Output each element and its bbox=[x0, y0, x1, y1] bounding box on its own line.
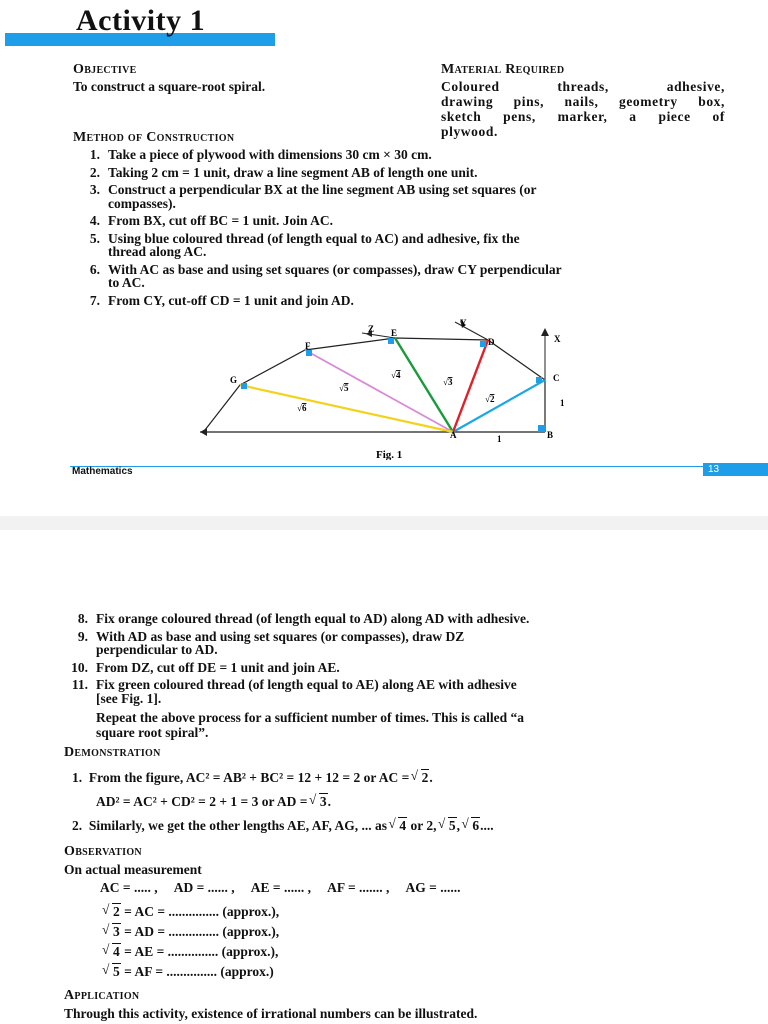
label-y: Y bbox=[460, 318, 467, 328]
demonstration-1: 1. From the figure, AC² = AB² + BC² = 12 + 12 = 2 or AC = √ 2. bbox=[72, 770, 433, 785]
material-line: plywood. bbox=[441, 124, 498, 139]
observation-intro: On actual measurement bbox=[64, 862, 202, 877]
approx-row: √ 3 = AD = ............... (approx.), bbox=[104, 924, 279, 940]
square-root-spiral-figure bbox=[0, 310, 768, 460]
page-separator bbox=[0, 516, 768, 530]
label-z: Z bbox=[368, 324, 375, 334]
method-step: 4. From BX, cut off BC = 1 unit. Join AC. bbox=[89, 213, 333, 228]
label-g: G bbox=[230, 375, 238, 385]
spiral-outline bbox=[205, 338, 545, 430]
figure-caption: Fig. 1 bbox=[376, 449, 403, 460]
right-angle-d bbox=[480, 341, 486, 347]
material-line: Coloured threads, adhesive, bbox=[441, 79, 725, 94]
activity-title: Activity 1 bbox=[76, 4, 206, 37]
material-line: sketch pens, marker, a piece of bbox=[441, 109, 725, 124]
footer-subject: Mathematics bbox=[72, 466, 133, 477]
label-a: A bbox=[450, 430, 457, 440]
observation-heading: Observation bbox=[64, 844, 142, 859]
method-step: 7. From CY, cut-off CD = 1 unit and join AD. bbox=[89, 292, 354, 308]
label-d: D bbox=[488, 337, 495, 347]
right-angle-g bbox=[241, 383, 247, 389]
right-angle-b bbox=[538, 425, 545, 432]
method-step: 1. Take a piece of plywood with dimensions 30 cm × 30 cm. bbox=[89, 147, 432, 162]
page-number: 13 bbox=[703, 463, 768, 476]
demonstration-2: 2. Similarly, we get the other lengths AE, AF, AG, ... as √ 4 or 2, √ 5, √ 6.... bbox=[72, 818, 494, 833]
arrow-left bbox=[200, 428, 207, 436]
application-heading: Application bbox=[64, 988, 140, 1003]
approx-row: √ 5 = AF = ............... (approx.) bbox=[104, 964, 274, 980]
label-b: B bbox=[547, 430, 554, 440]
approx-row: √ 2 = AC = ............... (approx.), bbox=[104, 904, 279, 920]
objective-text: To construct a square-root spiral. bbox=[73, 79, 266, 94]
thread-af bbox=[305, 350, 453, 432]
method-step: 9. With AD as base and using set squares (or compasses), draw DZ perpendicular to AD. bbox=[77, 628, 465, 657]
page-13 bbox=[0, 0, 768, 500]
right-angle-e bbox=[388, 338, 394, 344]
method-heading: Method of Construction bbox=[73, 130, 235, 145]
label-bc-unit: 1 bbox=[560, 398, 565, 408]
material-line: drawing pins, nails, geometry box, bbox=[441, 94, 725, 109]
application-text: Through this activity, existence of irrational numbers can be illustrated. bbox=[64, 1006, 478, 1021]
material-heading: Material Required bbox=[441, 62, 565, 77]
label-root-4: √4 bbox=[391, 370, 401, 380]
method-steps bbox=[76, 148, 726, 311]
demonstration-heading: Demonstration bbox=[64, 745, 161, 760]
objective-heading: Objective bbox=[73, 62, 137, 77]
method-step: 10. From DZ, cut off DE = 1 unit and join AE. bbox=[71, 659, 340, 675]
thread-ac bbox=[453, 380, 545, 432]
measurement-row: AC = ..... , AD = ...... , AE = ...... , AF = ....... , AG = ...... bbox=[100, 880, 461, 895]
repeat-note: Repeat the above process for a sufficient number of times. This is called “a square root spiral”. bbox=[96, 710, 524, 740]
label-x: X bbox=[554, 334, 561, 344]
demonstration-1b: AD² = AC² + CD² = 2 + 1 = 3 or AD = √ 3. bbox=[96, 794, 331, 809]
method-steps-continued bbox=[64, 612, 724, 709]
label-root-5: √5 bbox=[339, 383, 349, 393]
label-c: C bbox=[553, 373, 560, 383]
right-angle-c bbox=[536, 377, 542, 383]
method-step: 8. Fix orange coloured thread (of length equal to AD) along AD with adhesive. bbox=[77, 611, 530, 626]
thread-ad bbox=[453, 340, 488, 432]
approx-row: √ 4 = AE = ............... (approx.), bbox=[104, 944, 278, 960]
method-step: 3. Construct a perpendicular BX at the line segment AB using set squares (or compasses). bbox=[89, 182, 537, 211]
label-e: E bbox=[391, 328, 398, 338]
method-step: 11. Fix green coloured thread (of length equal to AE) along AE with adhesive [see Fig. 1]. bbox=[71, 677, 517, 706]
label-f: F bbox=[305, 341, 311, 351]
method-step: 6. With AC as base and using set squares (or compasses), draw CY perpendicular to AC. bbox=[89, 261, 562, 290]
page-14 bbox=[0, 530, 768, 1024]
material-text bbox=[441, 79, 725, 139]
method-step: 2. Taking 2 cm = 1 unit, draw a line segment AB of length one unit. bbox=[89, 164, 478, 180]
label-ab-unit: 1 bbox=[497, 434, 502, 444]
method-step: 5. Using blue coloured thread (of length equal to AC) and adhesive, fix the thread along AC. bbox=[89, 230, 520, 259]
footer-rule bbox=[70, 466, 768, 467]
label-root-2: √2 bbox=[485, 394, 495, 404]
arrow-x bbox=[541, 328, 549, 336]
label-root-6: √6 bbox=[297, 403, 307, 413]
label-root-3: √3 bbox=[443, 377, 453, 387]
